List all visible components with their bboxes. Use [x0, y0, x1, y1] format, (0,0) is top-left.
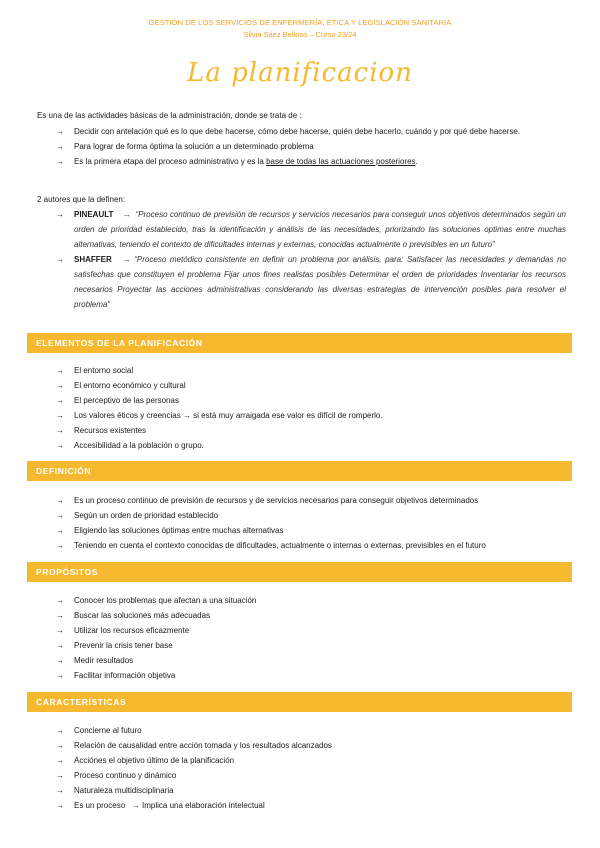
- arrow-icon: →: [122, 210, 131, 219]
- arrow-icon: →: [56, 656, 64, 665]
- list-item: → Recursos existentes: [56, 423, 566, 438]
- arrow-icon: →: [56, 611, 64, 620]
- author-quote: “Proceso metódico consistente en definir un problema por análisis, para: Satisfacer las necesidades y demandas no satisfechas que constituyen el problema Fijar unos fines realistas posibles Determinar el orden de prioridades Inventariar los recursos necesarios Proyectar las acciones administrativas considerando las diversas estrategias de intervención posibles para resolver el problema”: [74, 255, 566, 309]
- author-item: [56, 252, 566, 312]
- section-heading-definicion: DEFINICIÓN: [27, 461, 572, 481]
- arrow-icon: →: [56, 671, 64, 680]
- arrow-icon: →: [56, 526, 64, 535]
- section-heading-propositos: PROPÓSITOS: [27, 562, 572, 582]
- section-heading-elementos: ELEMENTOS DE LA PLANIFICACIÓN: [27, 333, 572, 353]
- arrow-icon: →: [56, 726, 64, 735]
- list-item: → El entorno económico y cultural: [56, 378, 566, 393]
- intro-lead: Es una de las actividades básicas de la administración, donde se trata de :: [37, 111, 302, 120]
- author-name: SHAFFER: [74, 255, 112, 264]
- underlined-text: base de todas las actuaciones posteriores: [266, 157, 416, 166]
- list-item: → Conocer los problemas que afectan a una situación: [56, 593, 566, 608]
- course-header: GESTIÓN DE LOS SERVICIOS DE ENFERMERÍA, ÉTICA Y LEGISLACIÓN SANITARIA: [148, 18, 452, 27]
- list-item: → Para lograr de forma óptima la solución a un determinado problema: [56, 139, 566, 154]
- list-item: → Buscar las soluciones más adecuadas: [56, 608, 566, 623]
- list-item: → Prevenir la crisis tener base: [56, 638, 566, 653]
- list-item: → Naturaleza multidisciplinaria: [56, 783, 566, 798]
- propositos-list: [56, 593, 566, 683]
- arrow-icon: →: [122, 255, 131, 264]
- arrow-icon: →: [56, 541, 64, 550]
- arrow-icon: →: [56, 411, 64, 420]
- page-title: La planificacion: [187, 58, 413, 88]
- authors-list: [56, 207, 566, 312]
- arrow-icon: →: [56, 210, 64, 219]
- arrow-icon: →: [56, 381, 64, 390]
- list-item: → Eligiendo las soluciones óptimas entre muchas alternativas: [56, 523, 571, 538]
- author-quote: “Proceso continuo de previsión de recursos y servicios necesarios para conseguir unos objetivos determinados según un orden de prioridad establecido, tras la identificación y análisis de las necesidades, priorizando las soluciones optimas entre muchas alternativas, teniendo el contexto de dificultades internas y externas, conocidas actualmente o previsibles en un futuro”: [74, 210, 567, 249]
- list-item: → Según un orden de prioridad establecido: [56, 508, 571, 523]
- intro-list: [56, 124, 566, 169]
- arrow-icon: →: [56, 641, 64, 650]
- list-item: → Accesibilidad a la población o grupo.: [56, 438, 566, 453]
- list-item: → Acciónes el objetivo último de la planificación: [56, 753, 566, 768]
- list-item: → Es la primera etapa del proceso administrativo y es la base de todas las actuaciones posteriores.: [56, 154, 566, 169]
- list-item: → Es un proceso → Implica una elaboración intelectual: [56, 798, 566, 813]
- author-name: PINEAULT: [74, 210, 114, 219]
- arrow-icon: →: [56, 801, 64, 810]
- arrow-icon: →: [56, 426, 64, 435]
- arrow-icon: →: [56, 741, 64, 750]
- author-item: [56, 207, 566, 252]
- definicion-list: [56, 493, 571, 553]
- arrow-icon: →: [56, 127, 64, 136]
- arrow-icon: →: [56, 626, 64, 635]
- list-item: → El perceptivo de las personas: [56, 393, 566, 408]
- arrow-icon: →: [56, 441, 64, 450]
- arrow-icon: →: [56, 396, 64, 405]
- elementos-list: [56, 363, 566, 453]
- list-item: → Utilizar los recursos eficazmente: [56, 623, 566, 638]
- section-heading-caracteristicas: CARACTERÍSTICAS: [27, 692, 572, 712]
- list-item: → Los valores éticos y creencias → si está muy arraigada ese valor es difícil de romperlo.: [56, 408, 566, 423]
- list-item: → Facilitar información objetiva: [56, 668, 566, 683]
- arrow-icon: →: [56, 596, 64, 605]
- arrow-icon: →: [56, 366, 64, 375]
- list-item: → Medir resultados: [56, 653, 566, 668]
- arrow-icon: →: [56, 771, 64, 780]
- arrow-icon: →: [56, 142, 64, 151]
- arrow-icon: →: [56, 786, 64, 795]
- list-item: → Es un proceso continuo de previsión de recursos y de servicios necesarios para conseguir objetivos determinados: [56, 493, 571, 508]
- arrow-icon: →: [56, 496, 64, 505]
- list-item: → El entorno social: [56, 363, 566, 378]
- arrow-icon: →: [56, 756, 64, 765]
- authors-lead: 2 autores que la definen:: [37, 195, 126, 204]
- arrow-icon: →: [56, 511, 64, 520]
- list-item: → Decidir con antelación qué es lo que debe hacerse, cómo debe hacerse, quién debe hacerlo, cuándo y por qué debe hacerse.: [56, 124, 566, 139]
- arrow-icon: →: [56, 255, 64, 264]
- arrow-icon: →: [56, 157, 64, 166]
- caracteristicas-list: [56, 723, 566, 813]
- list-item: → Relación de causalidad entre acción tomada y los resultados alcanzados: [56, 738, 566, 753]
- list-item: → Teniendo en cuenta el contexto conocidas de dificultades, actualmente o internas o externas, previsibles en el futuro: [56, 538, 571, 553]
- list-item: → Concierne al futuro: [56, 723, 566, 738]
- list-item: → Proceso continuo y dinámico: [56, 768, 566, 783]
- author-header: Silvia Sáez Belloso – Curso 23/24: [243, 30, 357, 39]
